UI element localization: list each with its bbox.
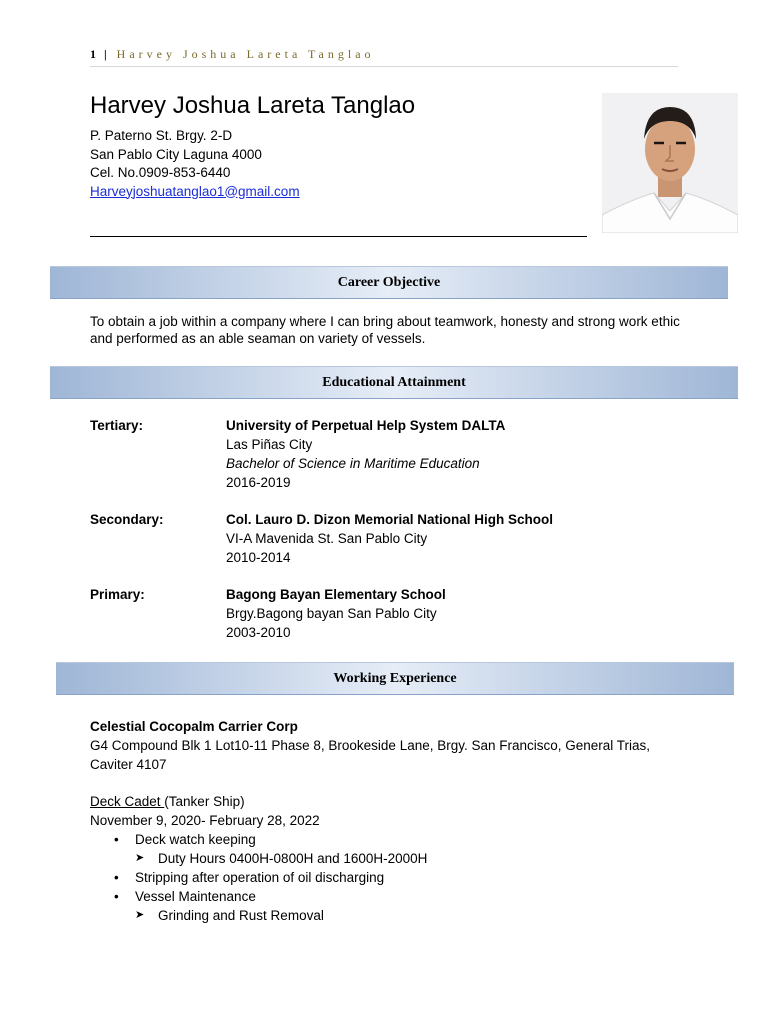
school-location: VI-A Mavenida St. San Pablo City bbox=[226, 531, 428, 546]
school-name: Col. Lauro D. Dizon Memorial National High School bbox=[226, 512, 554, 527]
employment-dates: November 9, 2020- February 28, 2022 bbox=[90, 813, 320, 828]
running-header-name: Harvey Joshua Lareta Tanglao bbox=[116, 47, 375, 61]
section-title: Educational Attainment bbox=[322, 374, 466, 390]
edu-entry-secondary bbox=[226, 510, 553, 567]
position-title: Deck Cadet bbox=[90, 794, 165, 809]
list-item: • Deck watch keeping bbox=[114, 832, 256, 847]
header-separator: | bbox=[104, 47, 108, 61]
school-years: 2016-2019 bbox=[226, 475, 291, 490]
position-line bbox=[90, 792, 690, 811]
company-address-line-2: Caviter 4107 bbox=[90, 757, 167, 772]
section-work-experience bbox=[56, 662, 734, 695]
applicant-name: Harvey Joshua Lareta Tanglao bbox=[90, 92, 416, 119]
phone-number: Cel. No.0909-853-6440 bbox=[90, 165, 231, 180]
edu-entry-tertiary bbox=[226, 416, 505, 492]
ship-type: (Tanker Ship) bbox=[164, 794, 245, 809]
list-item: • Vessel Maintenance bbox=[114, 889, 256, 904]
address-line-2: San Pablo City Laguna 4000 bbox=[90, 146, 262, 162]
page-number: 1 bbox=[90, 47, 97, 61]
email-link[interactable]: Harveyjoshuatanglao1@gmail.com bbox=[90, 183, 300, 199]
edu-label-secondary: Secondary: bbox=[90, 512, 164, 527]
bullet-icon: • bbox=[114, 870, 119, 885]
bullet-icon: • bbox=[114, 832, 119, 847]
edu-label-tertiary: Tertiary: bbox=[90, 418, 144, 433]
list-item: ➤ Grinding and Rust Removal bbox=[135, 908, 324, 923]
course-name: Bachelor of Science in Maritime Education bbox=[226, 456, 480, 471]
edu-entry-primary bbox=[226, 585, 446, 642]
list-item: ➤ Duty Hours 0400H-0800H and 1600H-2000H bbox=[135, 851, 428, 866]
duties-list bbox=[90, 830, 690, 925]
work-experience-entry bbox=[90, 717, 690, 925]
section-title: Working Experience bbox=[333, 670, 457, 686]
school-years: 2010-2014 bbox=[226, 550, 291, 565]
bullet-icon: • bbox=[114, 889, 119, 904]
section-title: Career Objective bbox=[337, 274, 441, 290]
running-header bbox=[90, 47, 678, 62]
company-name: Celestial Cocopalm Carrier Corp bbox=[90, 719, 298, 734]
edu-label-primary: Primary: bbox=[90, 587, 145, 602]
school-location: Las Piñas City bbox=[226, 437, 313, 452]
header-rule bbox=[90, 66, 678, 67]
name-divider bbox=[90, 236, 587, 237]
section-career-objective bbox=[50, 266, 728, 299]
school-location: Brgy.Bagong bayan San Pablo City bbox=[226, 606, 437, 621]
school-name: University of Perpetual Help System DALTA bbox=[226, 418, 506, 433]
school-name: Bagong Bayan Elementary School bbox=[226, 587, 446, 602]
contact-block bbox=[90, 127, 300, 201]
arrow-bullet-icon: ➤ bbox=[135, 909, 145, 921]
arrow-bullet-icon: ➤ bbox=[135, 852, 145, 864]
section-education bbox=[50, 366, 738, 399]
school-years: 2003-2010 bbox=[226, 625, 291, 640]
profile-photo bbox=[602, 93, 738, 233]
career-objective-text: To obtain a job within a company where I can bring about teamwork, honesty and strong work ethic and performed as an able seaman on variety of vessels. bbox=[90, 314, 680, 346]
list-item: • Stripping after operation of oil discharging bbox=[114, 870, 385, 885]
address-line-1: P. Paterno St. Brgy. 2-D bbox=[90, 128, 233, 143]
company-address-line-1: G4 Compound Blk 1 Lot10-11 Phase 8, Brookeside Lane, Brgy. San Francisco, General Trias, bbox=[90, 738, 651, 753]
